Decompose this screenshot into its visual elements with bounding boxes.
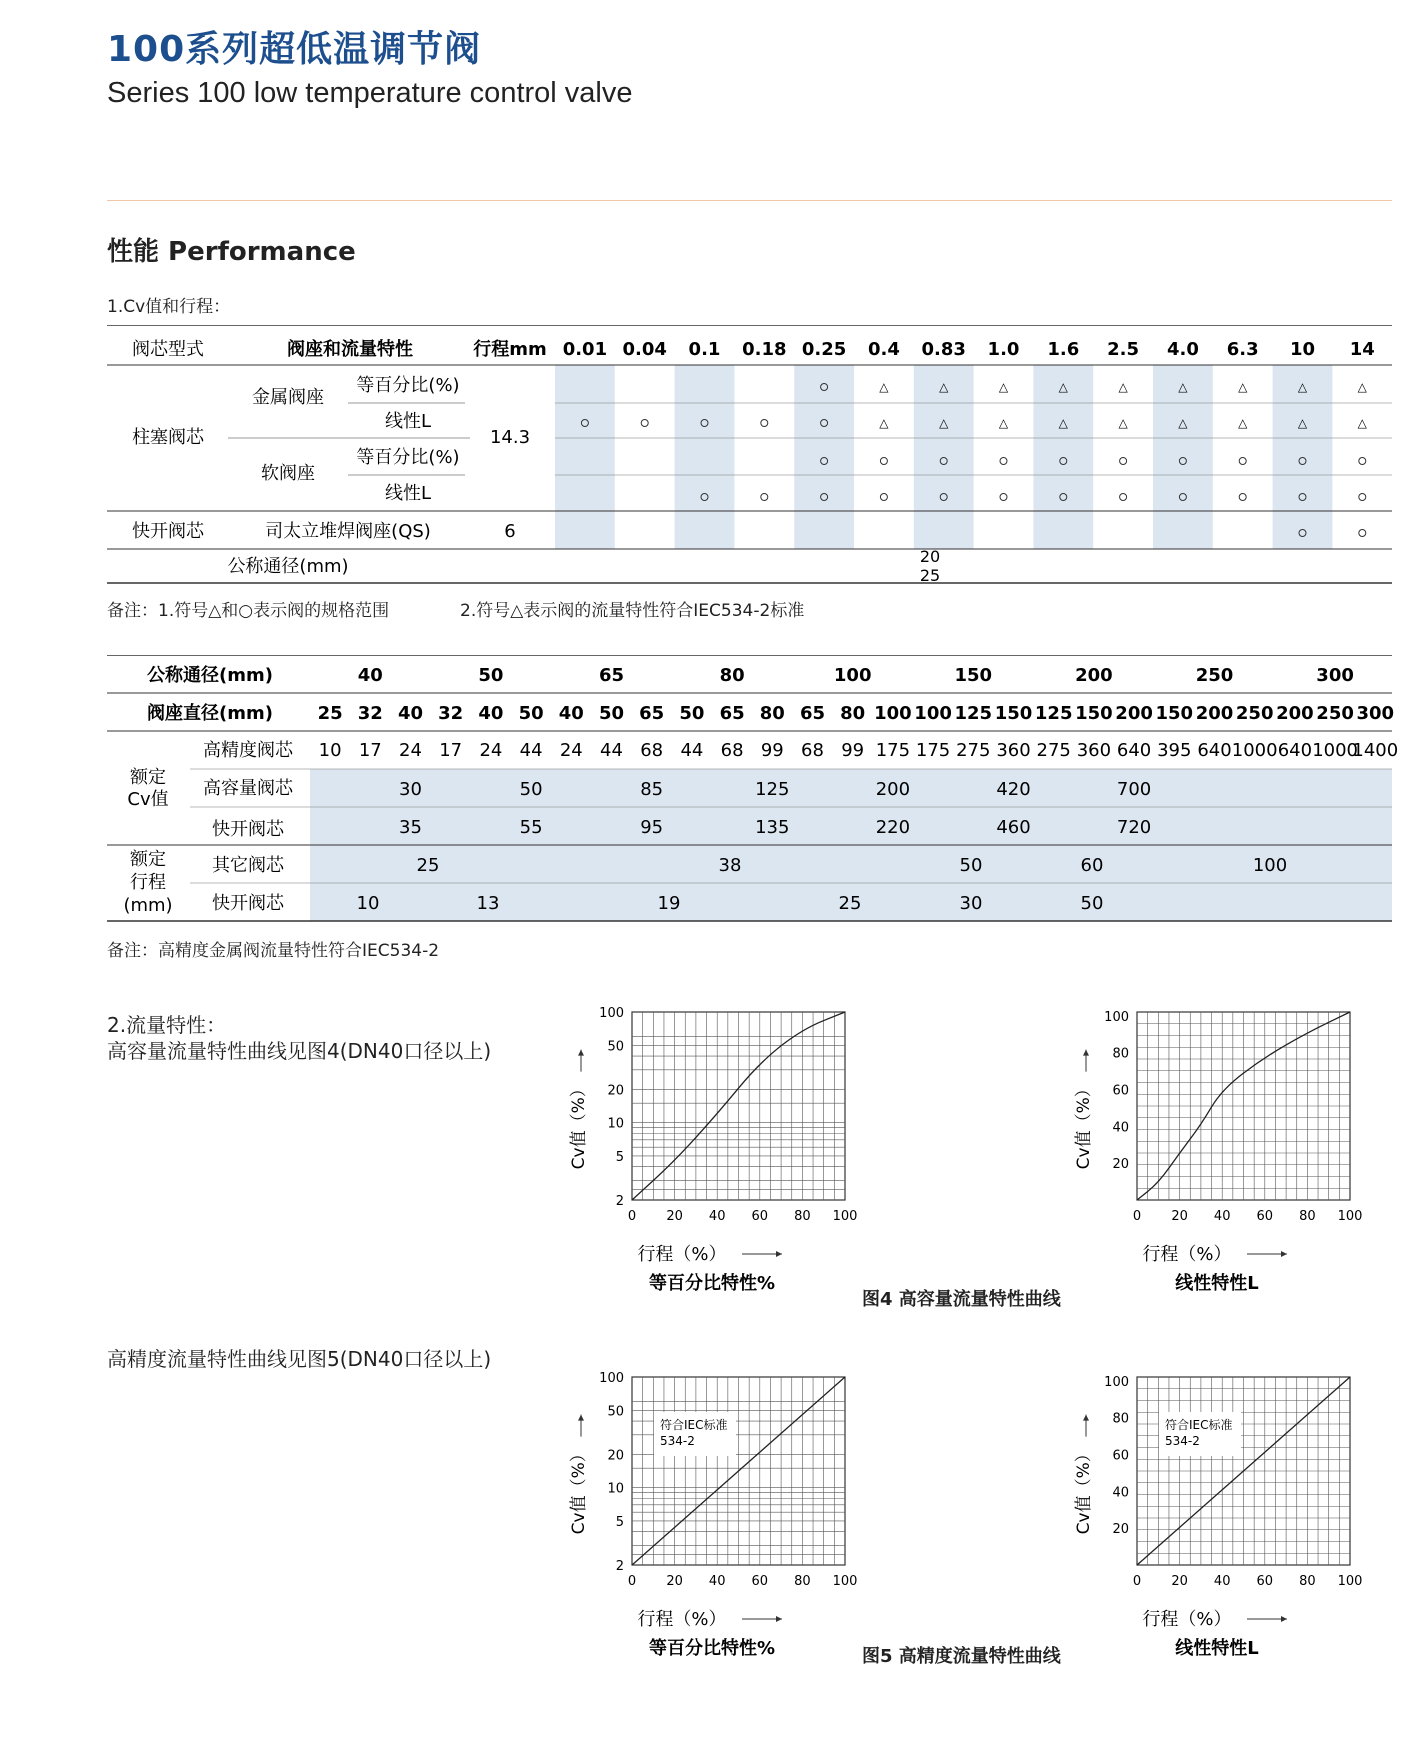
table1-label: 线性L [384, 411, 432, 432]
table1-label: 等百分比(%) [356, 375, 460, 396]
table2-label: (mm) [123, 895, 173, 916]
subsection-flow-fig5-ref: 高精度流量特性曲线见图5(DN40口径以上) [107, 1347, 492, 1371]
table2-label: 高精度阀芯 [203, 740, 293, 761]
chart-y-tick: 20 [1112, 1157, 1129, 1173]
table1-header: 行程mm [473, 339, 547, 360]
table1-cv-header: 1.0 [987, 339, 1020, 360]
table2-seat-dia: 32 [438, 703, 464, 724]
chart-x-tick: 100 [1337, 1209, 1363, 1224]
table1-triangle-mark: △ [1118, 416, 1128, 430]
table2-hp-value: 275 [956, 740, 991, 761]
chart-x-tick: 60 [1256, 1209, 1274, 1224]
table1-header: 阀座和流量特性 [287, 339, 413, 360]
table2-qo-value: 720 [1116, 817, 1152, 838]
table1-cv-header: 14 [1349, 339, 1375, 360]
table2-nominal: 65 [598, 665, 625, 686]
table2-seat-dia: 50 [598, 703, 625, 724]
chart-x-tick: 0 [627, 1574, 637, 1589]
chart-annotation: 符合IEC标准 [1165, 1418, 1233, 1432]
table2-hp-value: 640 [1197, 740, 1232, 761]
table1-triangle-mark: △ [939, 416, 949, 430]
table1-nominal: 25 [919, 566, 941, 585]
chart-x-tick: 100 [832, 1209, 858, 1224]
chart-y-label: Cv值（%） [569, 1080, 589, 1170]
table2-qo-value: 35 [399, 817, 422, 838]
chart-x-tick: 80 [794, 1574, 811, 1589]
table1-triangle-mark: △ [879, 380, 889, 394]
table2-seat-dia: 200 [1276, 703, 1314, 724]
table1-label: 软阀座 [261, 463, 315, 484]
table2-seat-dia: 80 [840, 703, 866, 724]
table1-stroke: 6 [504, 521, 516, 542]
table2-qo2-value: 13 [476, 893, 500, 914]
table2-hp-value: 10 [318, 740, 342, 761]
table2-label: 额定 [130, 767, 166, 788]
table1-cv-header: 0.83 [921, 339, 966, 360]
table2-hp-value: 175 [915, 740, 951, 761]
chart-title: 线性特性L [1175, 1273, 1259, 1294]
table2-qo-value: 460 [996, 817, 1031, 838]
chart-y-tick: 50 [607, 1039, 624, 1055]
chart-x-tick: 80 [1299, 1574, 1316, 1589]
page-subtitle: Series 100 low temperature control valve [107, 77, 633, 109]
table2-qo-value: 135 [755, 817, 790, 838]
table2-hc-value: 125 [755, 779, 790, 800]
table2-hc-value: 700 [1116, 779, 1152, 800]
table1-circle-mark [761, 420, 768, 427]
table1-circle-mark [1120, 494, 1127, 501]
table2-hp-value: 640 [1277, 740, 1313, 761]
table1-circle-mark [1239, 458, 1246, 465]
table2-hp-value: 175 [875, 740, 911, 761]
chart-x-label: 行程（%） [1142, 1244, 1232, 1265]
table2-other-value: 50 [959, 855, 983, 876]
table1-circle-mark [880, 494, 887, 501]
chart-y-tick: 50 [607, 1404, 624, 1420]
table2-other-value: 60 [1080, 855, 1104, 876]
table1-label: 快开阀芯 [132, 521, 204, 542]
table1-triangle-mark: △ [1357, 416, 1367, 430]
chart-x-tick: 100 [1337, 1574, 1363, 1589]
table1-cv-header: 0.4 [867, 339, 900, 360]
table2-hp-value: 68 [640, 740, 664, 761]
table2-seat-dia: 200 [1195, 703, 1234, 724]
table1-stroke: 14.3 [489, 427, 531, 448]
chart-x-arrowhead [1281, 1251, 1287, 1257]
table1-cv-header: 10 [1289, 339, 1316, 360]
subsection-flow: 2.流量特性： [107, 1013, 227, 1037]
chart-x-arrowhead [1281, 1616, 1287, 1622]
chart-y-tick: 2 [615, 1194, 624, 1209]
table2-nominal: 40 [357, 665, 383, 686]
table2-hp-value: 44 [600, 740, 623, 761]
divider [107, 200, 1392, 201]
table2-label: 其它阀芯 [212, 855, 284, 876]
table1-circle-mark [880, 458, 887, 465]
chart-x-tick: 0 [627, 1209, 637, 1224]
chart-x-tick: 40 [1213, 1574, 1231, 1589]
chart-y-tick: 100 [1104, 1374, 1129, 1390]
table1-triangle-mark: △ [1178, 416, 1188, 430]
subsection-cv-stroke: 1.Cv值和行程： [107, 297, 231, 317]
chart-x-tick: 60 [1256, 1574, 1274, 1589]
table1-circle-mark [1120, 458, 1127, 465]
table2-seat-dia: 50 [518, 703, 544, 724]
table2-qo-value: 220 [875, 817, 911, 838]
section-title: 性能 Performance [107, 237, 356, 267]
table2-hp-value: 1000 [1231, 740, 1278, 761]
table2-seat-dia: 125 [1034, 703, 1073, 724]
table1-triangle-mark: △ [1297, 380, 1308, 394]
table2-nominal: 300 [1316, 665, 1354, 686]
table2-hp-value: 17 [439, 740, 463, 761]
table2-seat-dia: 32 [357, 703, 383, 724]
table1-shade [675, 365, 735, 549]
chart-x-tick: 80 [794, 1209, 811, 1224]
chart-x-label: 行程（%） [637, 1609, 727, 1630]
note-2: 备注：高精度金属阀流量特性符合IEC534-2 [107, 941, 440, 961]
table1-circle-mark [761, 494, 768, 501]
table1-triangle-mark: △ [1357, 380, 1367, 394]
chart-x-tick: 20 [666, 1574, 683, 1589]
table2-hp-value: 44 [680, 740, 704, 761]
table1-cv-header: 0.18 [742, 339, 787, 360]
table1-triangle-mark: △ [1238, 380, 1248, 394]
chart-x-tick: 60 [751, 1574, 769, 1589]
table2-label: 快开阀芯 [212, 893, 284, 914]
table1-triangle-mark: △ [998, 380, 1009, 394]
table1-cv-header: 0.01 [562, 339, 608, 360]
table1-triangle-mark: △ [1058, 380, 1068, 394]
chart-fig5-equal-percent [560, 1365, 860, 1685]
table1-triangle-mark: △ [1118, 380, 1128, 394]
table2-hp-value: 24 [559, 740, 583, 761]
table1-label: 等百分比(%) [356, 447, 460, 468]
chart-x-tick: 20 [1171, 1209, 1188, 1224]
table2-other-value: 100 [1252, 855, 1288, 876]
table1-circle-mark [1000, 494, 1007, 501]
chart-y-arrowhead [1083, 1415, 1089, 1421]
table2-nominal: 80 [719, 665, 745, 686]
chart-x-label: 行程（%） [637, 1244, 727, 1265]
table2-seat-dia: 40 [478, 703, 504, 724]
table2-label: 额定 [130, 849, 166, 870]
table2-nominal: 150 [954, 665, 993, 686]
chart-y-tick: 40 [1112, 1485, 1129, 1501]
table2-hp-value: 275 [1036, 740, 1071, 761]
table2-seat-dia: 40 [558, 703, 584, 724]
chart-x-tick: 40 [1213, 1209, 1231, 1224]
table2-seat-dia: 250 [1316, 703, 1354, 724]
table1-cv-header: 2.5 [1107, 339, 1140, 360]
table1-cv-header: 6.3 [1226, 339, 1259, 360]
table2-hp-value: 360 [1076, 740, 1112, 761]
chart-x-tick: 40 [708, 1209, 726, 1224]
table2-hc-value: 420 [996, 779, 1031, 800]
table2-seat-dia: 65 [639, 703, 665, 724]
table2-seat-dia: 80 [759, 703, 785, 724]
table1-cv-header: 0.04 [622, 339, 667, 360]
table2-hp-value: 99 [760, 740, 784, 761]
chart-y-tick: 20 [607, 1448, 624, 1464]
chart-y-tick: 5 [615, 1149, 624, 1165]
chart-y-tick: 40 [1112, 1120, 1129, 1136]
table2-label: 行程 [130, 872, 166, 893]
table1-label: 柱塞阀芯 [132, 427, 204, 448]
table1-nominal: 20 [919, 547, 941, 566]
table1-triangle-mark: △ [1058, 416, 1068, 430]
chart-x-tick: 0 [1132, 1574, 1142, 1589]
chart-y-tick: 2 [615, 1559, 624, 1574]
table1-circle-mark [1239, 494, 1246, 501]
table2-hp-value: 99 [841, 740, 865, 761]
table2-hc-value: 85 [640, 779, 664, 800]
chart-y-tick: 10 [607, 1116, 624, 1132]
table2-hp-value: 360 [996, 740, 1031, 761]
table2-seat-dia: 65 [719, 703, 745, 724]
table2-seat-dia: 40 [397, 703, 424, 724]
chart-y-label: Cv值（%） [1074, 1445, 1094, 1535]
chart-y-tick: 100 [1104, 1009, 1129, 1025]
chart-y-tick: 60 [1112, 1083, 1129, 1099]
subsection-flow-fig4-ref: 高容量流量特性曲线见图4(DN40口径以上) [107, 1039, 492, 1063]
chart-x-arrowhead [776, 1616, 782, 1622]
table2-qo-value: 55 [519, 817, 543, 838]
chart-x-tick: 100 [832, 1574, 858, 1589]
chart-title: 等百分比特性% [648, 1273, 776, 1294]
chart-y-tick: 20 [1112, 1522, 1129, 1538]
chart-y-tick: 10 [607, 1481, 624, 1497]
chart-x-arrowhead [776, 1251, 782, 1257]
table2-hp-value: 24 [479, 740, 503, 761]
table2-other-value: 38 [718, 855, 742, 876]
chart-fig4-linear [1065, 1000, 1365, 1320]
table2-seat-dia: 65 [799, 703, 826, 724]
page-title: 100系列超低温调节阀 [107, 29, 482, 70]
chart-y-arrowhead [578, 1415, 584, 1421]
chart-y-tick: 80 [1112, 1411, 1129, 1427]
table1-triangle-mark: △ [998, 416, 1009, 430]
chart-annotation: 534-2 [660, 1434, 695, 1448]
table2-seat-dia: 200 [1115, 703, 1153, 724]
table1-triangle-mark: △ [1238, 416, 1248, 430]
table2-other-value: 25 [416, 855, 440, 876]
chart-annotation: 符合IEC标准 [660, 1418, 728, 1432]
chart-x-tick: 20 [1171, 1574, 1188, 1589]
chart-x-tick: 60 [751, 1209, 769, 1224]
table2-nominal: 200 [1075, 665, 1113, 686]
chart-title: 等百分比特性% [648, 1638, 776, 1659]
table2-hp-value: 1400 [1352, 740, 1399, 761]
chart-y-tick: 100 [599, 1006, 624, 1021]
chart-fig4-equal-percent [560, 1000, 860, 1320]
table1-circle-mark [1359, 530, 1366, 537]
table2-hp-value: 1000 [1312, 740, 1359, 761]
table1-circle-mark [641, 420, 648, 427]
chart-y-tick: 100 [599, 1371, 624, 1386]
table1-circle-mark [1359, 494, 1366, 501]
table1-triangle-mark: △ [1297, 416, 1308, 430]
table2-nominal: 100 [833, 665, 872, 686]
chart-y-label: Cv值（%） [569, 1445, 589, 1535]
table1-cv-header: 0.25 [801, 339, 847, 360]
table2-seat-dia: 150 [1075, 703, 1113, 724]
chart-y-arrowhead [1083, 1050, 1089, 1056]
fig5-caption: 图5 高精度流量特性曲线 [862, 1646, 1061, 1667]
chart-y-tick: 5 [615, 1514, 624, 1530]
note-1b: 2.符号△表示阀的流量特性符合IEC534-2标准 [460, 601, 805, 621]
table1-label: 金属阀座 [252, 387, 324, 408]
table2-hp-value: 68 [720, 740, 744, 761]
table2-hc-value: 50 [519, 779, 543, 800]
table1-header: 阀芯型式 [132, 339, 204, 360]
chart-x-tick: 0 [1132, 1209, 1142, 1224]
table2-header: 公称通径(mm) [147, 665, 273, 686]
chart-x-tick: 80 [1299, 1209, 1316, 1224]
table2-hc-value: 200 [875, 779, 911, 800]
table1-triangle-mark: △ [879, 416, 889, 430]
table2-header: 阀座直径(mm) [147, 703, 273, 724]
chart-title: 线性特性L [1175, 1638, 1259, 1659]
table1-circle-mark [1000, 458, 1007, 465]
table2-hc-value: 30 [399, 779, 422, 800]
table1-cv-header: 1.6 [1047, 339, 1080, 360]
note-1a: 备注：1.符号△和○表示阀的规格范围 [107, 601, 390, 621]
table2-qo2-value: 19 [657, 893, 681, 914]
chart-y-tick: 60 [1112, 1448, 1129, 1464]
table2-seat-dia: 25 [317, 703, 343, 724]
chart-x-tick: 20 [666, 1209, 683, 1224]
table2-seat-dia: 50 [679, 703, 705, 724]
table2-seat-dia: 150 [994, 703, 1033, 724]
chart-y-arrowhead [578, 1050, 584, 1056]
chart-x-tick: 40 [708, 1574, 726, 1589]
table2-qo2-value: 25 [838, 893, 862, 914]
table2-hp-value: 17 [358, 740, 382, 761]
chart-y-label: Cv值（%） [1074, 1080, 1094, 1170]
table2-hp-value: 44 [519, 740, 543, 761]
table2-qo2-value: 30 [959, 893, 983, 914]
table2-hp-value: 24 [399, 740, 422, 761]
table2-seat-dia: 250 [1235, 703, 1274, 724]
table1-triangle-mark: △ [939, 380, 949, 394]
table2-seat-dia: 150 [1155, 703, 1194, 724]
table2-seat-dia: 125 [954, 703, 993, 724]
table1-label: 线性L [384, 483, 432, 504]
table2-qo2-value: 50 [1080, 893, 1104, 914]
chart-y-tick: 20 [607, 1083, 624, 1099]
rated-cv-table [0, 655, 1415, 925]
chart-fig5-linear [1065, 1365, 1365, 1685]
chart-y-tick: 80 [1112, 1046, 1129, 1062]
table1-cv-header: 4.0 [1166, 339, 1199, 360]
table1-label: 公称通径(mm) [227, 556, 349, 577]
table1-cv-header: 0.1 [688, 339, 721, 360]
table2-label: 快开阀芯 [212, 819, 284, 840]
table2-nominal: 250 [1195, 665, 1234, 686]
table2-hp-value: 68 [801, 740, 824, 761]
table2-label: Cv值 [127, 789, 169, 810]
table1-circle-mark [1359, 458, 1366, 465]
table2-qo2-value: 10 [356, 893, 380, 914]
table2-hp-value: 640 [1116, 740, 1152, 761]
table2-seat-dia: 300 [1356, 703, 1395, 724]
table1-shade [555, 365, 615, 549]
table2-label: 高容量阀芯 [203, 778, 293, 799]
cv-stroke-table [0, 325, 1415, 595]
table2-hp-value: 395 [1157, 740, 1192, 761]
fig4-caption: 图4 高容量流量特性曲线 [862, 1289, 1061, 1310]
table1-label: 司太立堆焊阀座(QS) [265, 521, 431, 542]
chart-annotation: 534-2 [1165, 1434, 1200, 1448]
table2-seat-dia: 100 [914, 703, 952, 724]
chart-x-label: 行程（%） [1142, 1609, 1232, 1630]
table1-triangle-mark: △ [1178, 380, 1188, 394]
table2-nominal: 50 [478, 665, 504, 686]
table2-qo-value: 95 [640, 817, 664, 838]
table2-seat-dia: 100 [874, 703, 912, 724]
